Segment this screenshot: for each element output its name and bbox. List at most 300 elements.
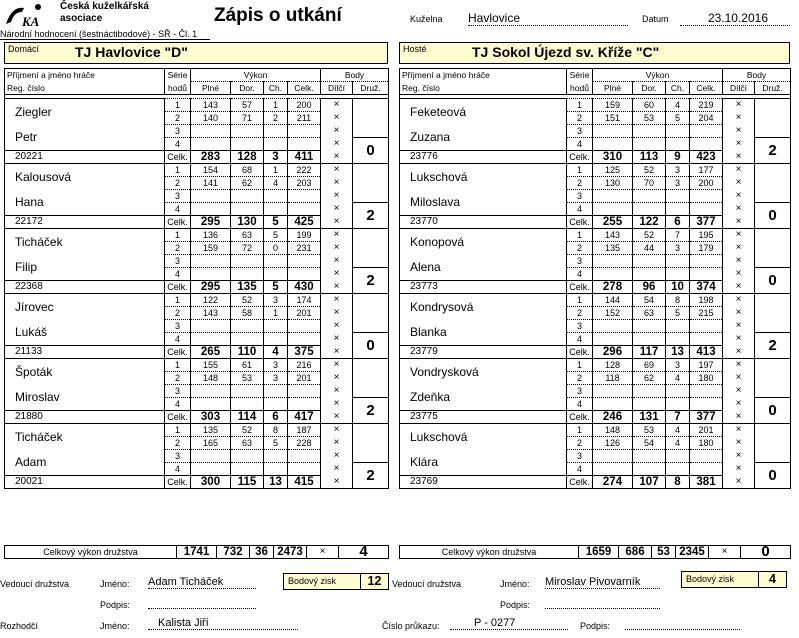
dilci-mark: × bbox=[321, 450, 353, 463]
druz-empty bbox=[755, 424, 791, 463]
series-ch: 4 bbox=[666, 437, 690, 450]
series-dor bbox=[633, 385, 666, 398]
player-total-ch: 13 bbox=[264, 476, 288, 489]
series-dor bbox=[633, 190, 666, 203]
series-plne: 165 bbox=[191, 437, 231, 450]
series-number: 2 bbox=[165, 112, 191, 125]
dilci-mark: × bbox=[723, 372, 755, 385]
series-plne: 144 bbox=[593, 294, 633, 307]
player-firstname: Zuzana bbox=[400, 125, 567, 151]
player-points: 0 bbox=[755, 203, 791, 229]
series-dor: 58 bbox=[231, 307, 264, 320]
player-row bbox=[400, 450, 791, 463]
series-number: 3 bbox=[567, 450, 593, 463]
dilci-mark: × bbox=[321, 320, 353, 333]
venue-label: Kuželna bbox=[410, 14, 443, 24]
series-dor: 53 bbox=[633, 424, 666, 437]
vykon-header: Výkon bbox=[191, 69, 321, 82]
player-surname: Kondrysová bbox=[400, 294, 567, 320]
player-reg: 22368 bbox=[5, 281, 165, 294]
away-zisk-value: 4 bbox=[758, 572, 786, 587]
away-total-x: × bbox=[709, 546, 741, 559]
series-ch: 3 bbox=[264, 294, 288, 307]
player-surname: Ziegler bbox=[5, 99, 165, 125]
player-points: 0 bbox=[755, 268, 791, 294]
series-plne: 126 bbox=[593, 437, 633, 450]
series-dor bbox=[633, 125, 666, 138]
player-row bbox=[400, 255, 791, 268]
series-dor: 72 bbox=[231, 242, 264, 255]
dilci-mark: × bbox=[723, 450, 755, 463]
series-ch bbox=[264, 190, 288, 203]
dilci-mark: × bbox=[321, 255, 353, 268]
dilci-mark: × bbox=[723, 359, 755, 372]
series-number: 1 bbox=[165, 229, 191, 242]
dor-header: Dor. bbox=[633, 82, 666, 95]
dilci-mark: × bbox=[321, 463, 353, 476]
series-dor: 68 bbox=[231, 164, 264, 177]
series-dor: 53 bbox=[633, 112, 666, 125]
dilci-mark: × bbox=[723, 255, 755, 268]
series-number: 1 bbox=[567, 99, 593, 112]
series-celk: 195 bbox=[690, 229, 723, 242]
series-dor: 60 bbox=[633, 99, 666, 112]
player-row bbox=[5, 424, 389, 437]
series-ch: 3 bbox=[666, 164, 690, 177]
series-celk bbox=[690, 463, 723, 476]
series-ch: 8 bbox=[666, 294, 690, 307]
series-number: 2 bbox=[165, 437, 191, 450]
series-number: 4 bbox=[165, 268, 191, 281]
dilci-mark: × bbox=[321, 190, 353, 203]
home-team-bar bbox=[4, 42, 388, 64]
player-reg: 22172 bbox=[5, 216, 165, 229]
series-plne bbox=[593, 463, 633, 476]
series-plne: 159 bbox=[593, 99, 633, 112]
series-number: 4 bbox=[165, 138, 191, 151]
series-number: 4 bbox=[567, 268, 593, 281]
series-plne bbox=[191, 125, 231, 138]
away-leader-name: Miroslav Pivovarník bbox=[545, 576, 660, 589]
player-row bbox=[400, 320, 791, 333]
home-bodovy-zisk bbox=[283, 573, 389, 590]
dilci-header: Dílčí bbox=[723, 82, 755, 95]
series-dor bbox=[231, 138, 264, 151]
series-ch: 1 bbox=[264, 99, 288, 112]
series-celk bbox=[690, 385, 723, 398]
dilci-mark: × bbox=[321, 99, 353, 112]
dilci-mark: × bbox=[723, 424, 755, 437]
player-total-dor: 114 bbox=[231, 411, 264, 424]
dilci-mark: × bbox=[723, 242, 755, 255]
druz-empty bbox=[353, 164, 389, 203]
player-row bbox=[5, 281, 389, 294]
player-reg: 23775 bbox=[400, 411, 567, 424]
player-firstname: Adam bbox=[5, 450, 165, 476]
player-total-plne: 255 bbox=[593, 216, 633, 229]
series-plne bbox=[191, 268, 231, 281]
home-total-label: Celkový výkon družstva bbox=[5, 546, 177, 559]
series-celk bbox=[288, 203, 321, 216]
series-ch: 5 bbox=[666, 112, 690, 125]
series-dor bbox=[231, 255, 264, 268]
series-plne bbox=[593, 203, 633, 216]
player-surname: Lukschová bbox=[400, 164, 567, 190]
series-ch bbox=[264, 463, 288, 476]
druz-empty bbox=[755, 359, 791, 398]
series-number: 4 bbox=[165, 398, 191, 411]
series-plne bbox=[593, 320, 633, 333]
player-firstname: Hana bbox=[5, 190, 165, 216]
player-firstname: Blanka bbox=[400, 320, 567, 346]
series-ch bbox=[666, 203, 690, 216]
player-row bbox=[5, 190, 389, 203]
home-signature-field[interactable] bbox=[148, 597, 256, 609]
dilci-header: Dílčí bbox=[321, 82, 353, 95]
player-total-plne: 296 bbox=[593, 346, 633, 359]
player-reg: 20221 bbox=[5, 151, 165, 164]
player-total-plne: 283 bbox=[191, 151, 231, 164]
series-dor: 52 bbox=[633, 164, 666, 177]
player-reg: 23779 bbox=[400, 346, 567, 359]
series-ch bbox=[666, 333, 690, 346]
series-celk bbox=[288, 190, 321, 203]
player-surname: Ticháček bbox=[5, 229, 165, 255]
home-total-x: × bbox=[307, 546, 339, 559]
druz-header: Druž. bbox=[353, 82, 389, 95]
referee-name: Kalista Jiří bbox=[148, 617, 298, 630]
player-total-ch: 8 bbox=[666, 476, 690, 489]
player-row bbox=[400, 99, 791, 112]
series-celk: 179 bbox=[690, 242, 723, 255]
player-row bbox=[400, 190, 791, 203]
dilci-mark: × bbox=[723, 151, 755, 164]
series-celk: 177 bbox=[690, 164, 723, 177]
series-plne bbox=[593, 268, 633, 281]
player-total-celk: 375 bbox=[288, 346, 321, 359]
player-row bbox=[400, 229, 791, 242]
series-plne: 143 bbox=[191, 307, 231, 320]
series-dor: 62 bbox=[633, 372, 666, 385]
away-total-label: Celkový výkon družstva bbox=[400, 546, 579, 559]
home-total-points: 4 bbox=[339, 546, 389, 559]
player-total-ch: 9 bbox=[666, 151, 690, 164]
player-total-dor: 128 bbox=[231, 151, 264, 164]
series-ch: 3 bbox=[666, 177, 690, 190]
druz-empty bbox=[755, 99, 791, 138]
series-dor: 69 bbox=[633, 359, 666, 372]
player-total-label: Celk. bbox=[567, 346, 593, 359]
player-total-celk: 425 bbox=[288, 216, 321, 229]
series-number: 2 bbox=[165, 307, 191, 320]
series-plne bbox=[593, 125, 633, 138]
player-total-label: Celk. bbox=[567, 281, 593, 294]
away-leader-label: Vedoucí družstva bbox=[392, 579, 462, 589]
series-ch: 0 bbox=[264, 242, 288, 255]
series-dor: 62 bbox=[231, 177, 264, 190]
series-dor: 61 bbox=[231, 359, 264, 372]
series-number: 3 bbox=[165, 190, 191, 203]
series-number: 1 bbox=[165, 424, 191, 437]
player-row bbox=[5, 164, 389, 177]
player-surname: Vondrysková bbox=[400, 359, 567, 385]
series-ch bbox=[666, 463, 690, 476]
series-dor: 63 bbox=[231, 437, 264, 450]
player-points: 2 bbox=[353, 203, 389, 229]
series-plne: 148 bbox=[191, 372, 231, 385]
player-total-celk: 377 bbox=[690, 216, 723, 229]
away-table bbox=[399, 68, 791, 489]
series-dor bbox=[633, 268, 666, 281]
series-celk bbox=[690, 125, 723, 138]
player-firstname: Klára bbox=[400, 450, 567, 476]
player-points: 2 bbox=[353, 398, 389, 424]
player-reg: 21880 bbox=[5, 411, 165, 424]
series-plne bbox=[191, 398, 231, 411]
series-ch: 4 bbox=[666, 99, 690, 112]
body-header: Body bbox=[723, 69, 791, 82]
dilci-mark: × bbox=[723, 216, 755, 229]
series-number: 3 bbox=[567, 125, 593, 138]
dilci-mark: × bbox=[723, 281, 755, 294]
series-ch: 3 bbox=[666, 242, 690, 255]
ch-header: Ch. bbox=[666, 82, 690, 95]
series-celk: 203 bbox=[288, 177, 321, 190]
series-celk bbox=[288, 320, 321, 333]
referee-podpis-label: Podpis: bbox=[580, 621, 611, 631]
series-number: 4 bbox=[165, 333, 191, 346]
series-ch bbox=[264, 385, 288, 398]
series-plne bbox=[191, 333, 231, 346]
series-celk bbox=[690, 203, 723, 216]
dilci-mark: × bbox=[321, 112, 353, 125]
player-total-ch: 3 bbox=[264, 151, 288, 164]
date-label: Datum bbox=[642, 14, 669, 24]
series-number: 2 bbox=[567, 307, 593, 320]
series-celk: 228 bbox=[288, 437, 321, 450]
series-celk bbox=[288, 125, 321, 138]
player-total-plne: 265 bbox=[191, 346, 231, 359]
series-number: 3 bbox=[567, 190, 593, 203]
player-surname: Jírovec bbox=[5, 294, 165, 320]
player-row bbox=[5, 99, 389, 112]
series-celk bbox=[288, 463, 321, 476]
dilci-mark: × bbox=[723, 177, 755, 190]
date-value: 23.10.2016 bbox=[680, 11, 790, 26]
series-celk bbox=[288, 450, 321, 463]
player-row bbox=[5, 450, 389, 463]
home-role: Domácí bbox=[8, 44, 40, 54]
dilci-mark: × bbox=[723, 203, 755, 216]
series-plne: 159 bbox=[191, 242, 231, 255]
player-surname: Feketeová bbox=[400, 99, 567, 125]
away-total-dor: 686 bbox=[619, 546, 652, 559]
away-team-bar bbox=[399, 42, 790, 64]
player-row bbox=[5, 216, 389, 229]
player-reg: 23773 bbox=[400, 281, 567, 294]
series-dor bbox=[231, 450, 264, 463]
player-header: Příjmení a jméno hráče bbox=[400, 69, 567, 82]
series-plne: 136 bbox=[191, 229, 231, 242]
dilci-mark: × bbox=[321, 385, 353, 398]
home-zisk-value: 12 bbox=[360, 574, 388, 589]
home-jmeno-label: Jméno: bbox=[100, 579, 130, 589]
series-celk bbox=[690, 450, 723, 463]
dilci-mark: × bbox=[321, 346, 353, 359]
org-name: Česká kuželkářská asociace bbox=[60, 1, 149, 24]
series-plne bbox=[191, 203, 231, 216]
series-celk: 180 bbox=[690, 437, 723, 450]
series-number: 3 bbox=[567, 255, 593, 268]
referee-jmeno-label: Jméno: bbox=[100, 621, 130, 631]
series-plne bbox=[191, 320, 231, 333]
series-dor bbox=[633, 320, 666, 333]
player-firstname: Miloslava bbox=[400, 190, 567, 216]
series-plne: 154 bbox=[191, 164, 231, 177]
series-ch bbox=[264, 320, 288, 333]
series-celk: 211 bbox=[288, 112, 321, 125]
series-number: 2 bbox=[567, 242, 593, 255]
series-number: 2 bbox=[165, 242, 191, 255]
referee-signature-field[interactable] bbox=[625, 618, 740, 630]
series-ch bbox=[264, 450, 288, 463]
dilci-mark: × bbox=[723, 294, 755, 307]
series-ch bbox=[264, 138, 288, 151]
series-ch bbox=[264, 398, 288, 411]
player-row bbox=[5, 359, 389, 372]
series-ch: 1 bbox=[264, 307, 288, 320]
series-ch: 4 bbox=[666, 372, 690, 385]
away-total-points: 0 bbox=[741, 546, 791, 559]
player-row bbox=[5, 411, 389, 424]
druz-header: Druž. bbox=[755, 82, 791, 95]
dilci-mark: × bbox=[723, 476, 755, 489]
series-celk: 231 bbox=[288, 242, 321, 255]
dilci-mark: × bbox=[723, 333, 755, 346]
dilci-mark: × bbox=[321, 268, 353, 281]
series-number: 3 bbox=[567, 385, 593, 398]
series-celk: 201 bbox=[288, 307, 321, 320]
ch-header: Ch. bbox=[264, 82, 288, 95]
series-plne bbox=[593, 255, 633, 268]
series-plne bbox=[191, 255, 231, 268]
player-total-celk: 411 bbox=[288, 151, 321, 164]
series-celk: 199 bbox=[288, 229, 321, 242]
player-row bbox=[5, 346, 389, 359]
reg-header: Reg. číslo bbox=[5, 82, 165, 95]
player-total-label: Celk. bbox=[567, 151, 593, 164]
series-celk: 198 bbox=[690, 294, 723, 307]
series-ch: 8 bbox=[264, 424, 288, 437]
series-plne: 128 bbox=[593, 359, 633, 372]
series-number: 2 bbox=[567, 372, 593, 385]
player-row bbox=[5, 255, 389, 268]
series-dor bbox=[633, 398, 666, 411]
dilci-mark: × bbox=[723, 190, 755, 203]
player-total-ch: 4 bbox=[264, 346, 288, 359]
series-ch bbox=[666, 320, 690, 333]
series-celk: 187 bbox=[288, 424, 321, 437]
druz-empty bbox=[755, 164, 791, 203]
player-reg: 23770 bbox=[400, 216, 567, 229]
series-celk: 197 bbox=[690, 359, 723, 372]
player-total-celk: 374 bbox=[690, 281, 723, 294]
series-celk: 204 bbox=[690, 112, 723, 125]
series-number: 4 bbox=[567, 333, 593, 346]
player-total-label: Celk. bbox=[165, 216, 191, 229]
player-total-celk: 377 bbox=[690, 411, 723, 424]
series-dor bbox=[231, 398, 264, 411]
series-ch bbox=[666, 190, 690, 203]
player-points: 0 bbox=[353, 138, 389, 164]
series-dor: 54 bbox=[633, 437, 666, 450]
dilci-mark: × bbox=[723, 346, 755, 359]
series-ch: 4 bbox=[666, 424, 690, 437]
series-number: 1 bbox=[165, 99, 191, 112]
player-total-label: Celk. bbox=[567, 476, 593, 489]
series-dor: 54 bbox=[633, 294, 666, 307]
player-surname: Ticháček bbox=[5, 424, 165, 450]
series-dor bbox=[231, 333, 264, 346]
player-firstname: Zdeňka bbox=[400, 385, 567, 411]
player-points: 2 bbox=[755, 333, 791, 359]
player-row bbox=[400, 125, 791, 138]
series-celk bbox=[690, 398, 723, 411]
player-surname: Konopová bbox=[400, 229, 567, 255]
player-total-plne: 274 bbox=[593, 476, 633, 489]
series-number: 2 bbox=[567, 177, 593, 190]
series-plne: 143 bbox=[593, 229, 633, 242]
away-total-row bbox=[399, 545, 791, 559]
series-ch bbox=[666, 450, 690, 463]
series-celk bbox=[690, 138, 723, 151]
series-ch: 5 bbox=[666, 307, 690, 320]
celk-header: Celk. bbox=[690, 82, 723, 95]
series-celk bbox=[690, 333, 723, 346]
series-plne bbox=[593, 398, 633, 411]
player-points: 2 bbox=[755, 138, 791, 164]
player-row bbox=[400, 281, 791, 294]
player-total-dor: 96 bbox=[633, 281, 666, 294]
series-number: 1 bbox=[567, 229, 593, 242]
series-number: 1 bbox=[567, 294, 593, 307]
away-jmeno-label: Jméno: bbox=[500, 579, 530, 589]
series-ch bbox=[264, 203, 288, 216]
away-signature-field[interactable] bbox=[545, 597, 660, 609]
player-total-plne: 300 bbox=[191, 476, 231, 489]
series-ch bbox=[264, 268, 288, 281]
series-ch: 7 bbox=[666, 229, 690, 242]
series-header: Série bbox=[165, 69, 191, 82]
series-ch bbox=[666, 385, 690, 398]
series-ch bbox=[666, 268, 690, 281]
druz-empty bbox=[353, 229, 389, 268]
player-total-ch: 6 bbox=[666, 216, 690, 229]
player-row bbox=[400, 411, 791, 424]
dilci-mark: × bbox=[321, 229, 353, 242]
player-firstname: Filip bbox=[5, 255, 165, 281]
series-ch: 2 bbox=[264, 112, 288, 125]
series-dor bbox=[633, 255, 666, 268]
home-podpis-label: Podpis: bbox=[100, 600, 131, 610]
series-plne: 155 bbox=[191, 359, 231, 372]
player-total-ch: 13 bbox=[666, 346, 690, 359]
player-total-ch: 6 bbox=[264, 411, 288, 424]
svg-text:KA: KA bbox=[22, 14, 40, 29]
series-plne: 135 bbox=[593, 242, 633, 255]
dilci-mark: × bbox=[321, 281, 353, 294]
away-total-plne: 1659 bbox=[579, 546, 619, 559]
